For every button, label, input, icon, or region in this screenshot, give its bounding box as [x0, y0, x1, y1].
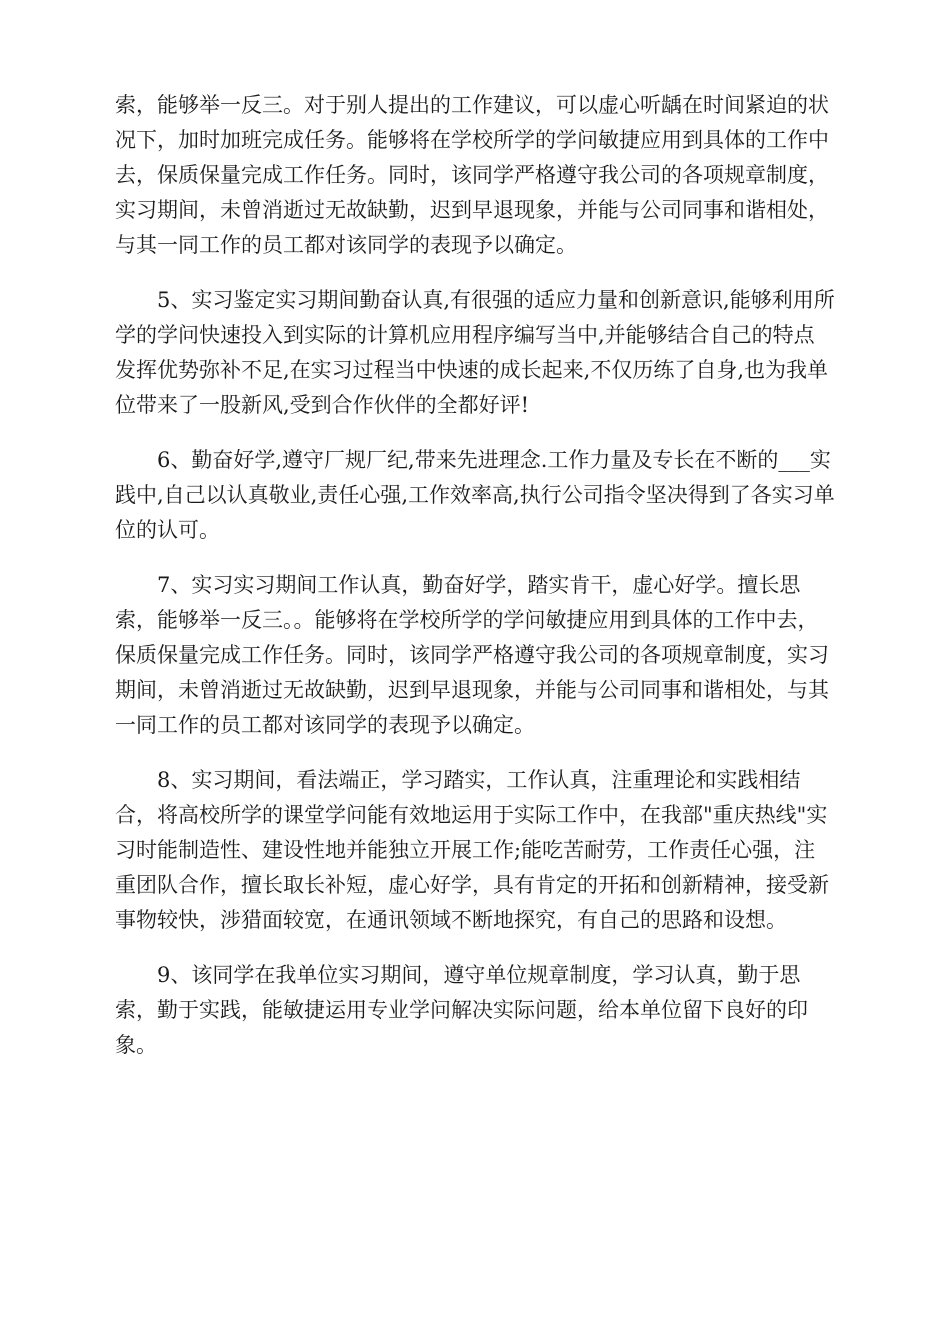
paragraph-item-5: 5、实习鉴定实习期间勤奋认真,有很强的适应力量和创新意识,能够利用所学的学问快速投入到实际的计算机应用程序编写当中,并能够结合自己的特点发挥优势弥补不足,在实习过程当中快速的成长起来,不仅历练了自身,也为我单位带来了一股新风,受到合作伙伴的全都好评! [115, 288, 835, 417]
paragraph-item-6: 6、勤奋好学,遵守厂规厂纪,带来先进理念.工作力量及专长在不断的___实践中,自己以认真敬业,责任心强,工作效率高,执行公司指令坚决得到了各实习单位的认可。 [115, 448, 835, 542]
paragraph-item-9: 9、该同学在我单位实习期间，遵守单位规章制度，学习认真，勤于思索，勤于实践，能敏捷运用专业学问解决实际问题，给本单位留下良好的印象。 [115, 963, 808, 1057]
paragraph-item-8: 8、实习期间，看法端正，学习踏实，工作认真，注重理论和实践相结合，将高校所学的课堂学问能有效地运用于实际工作中，在我部"重庆热线"实习时能制造性、建设性地并能独立开展工作;能吃苦耐劳，工作责任心强，注重团队合作，擅长取长补短，虚心好学，具有肯定的开拓和创新精神，接受新事物较快，涉猎面较宽，在通讯领域不断地探究，有自己的思路和设想。 [115, 768, 829, 932]
paragraph-continuation: 索，能够举一反三。对于别人提出的工作建议，可以虚心听龋在时间紧迫的状况下，加时加班完成任务。能够将在学校所学的学问敏捷应用到具体的工作中去，保质保量完成工作任务。同时，该同学严格遵守我公司的各项规章制度，实习期间，未曾消逝过无故缺勤，迟到早退现象，并能与公司同事和谐相处，与其一同工作的员工都对该同学的表现予以确定。 [115, 93, 829, 257]
document-body [115, 88, 835, 1083]
paragraph-item-7: 7、实习实习期间工作认真，勤奋好学，踏实肯干，虚心好学。擅长思索，能够举一反三。。能够将在学校所学的学问敏捷应用到具体的工作中去，保质保量完成工作任务。同时，该同学严格遵守我公司的各项规章制度，实习期间，未曾消逝过无故缺勤，迟到早退现象，并能与公司同事和谐相处，与其一同工作的员工都对该同学的表现予以确定。 [115, 573, 829, 737]
